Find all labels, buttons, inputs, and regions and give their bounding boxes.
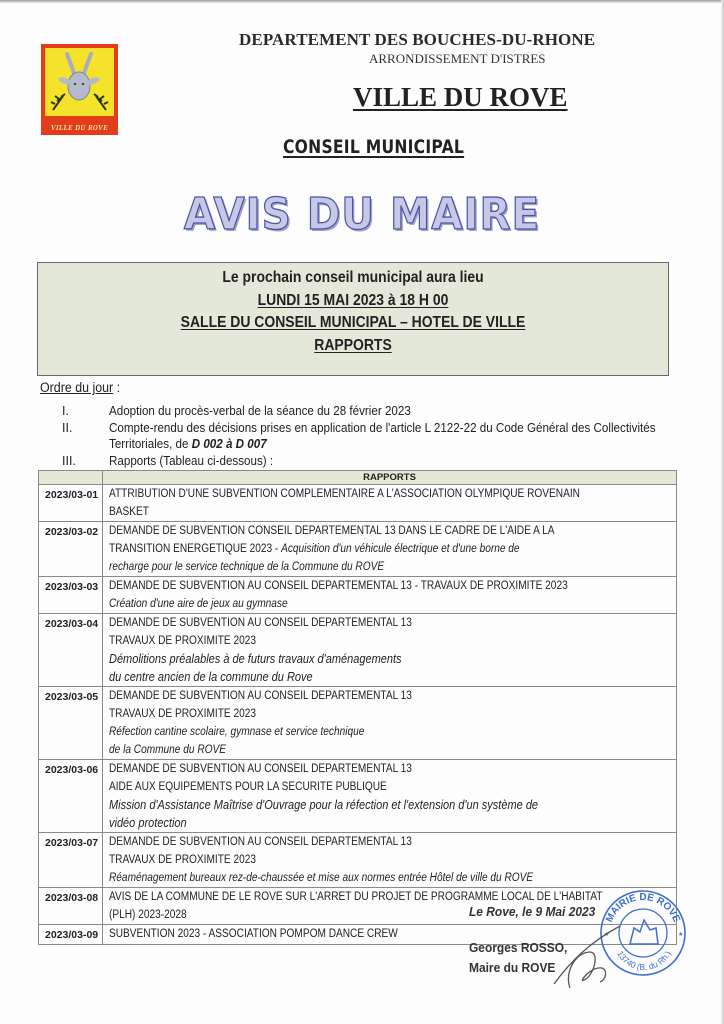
- scan-edge-top: [0, 0, 724, 3]
- table-header: RAPPORTS: [103, 471, 677, 485]
- mayor-name: Georges ROSSO,: [469, 940, 568, 955]
- table-row: 2023/03-05 DEMANDE DE SUBVENTION AU CONSEIL DEPARTEMENTAL 13 TRAVAUX DE PROXIMITE 2023 Réfection cantine scolaire, gymnase et service technique de la Commune du ROVE: [39, 687, 677, 760]
- agenda-item: I. Adoption du procès-verbal de la séance du 28 février 2023: [62, 404, 411, 418]
- document-title: AVIS DU MAIRE: [183, 189, 541, 240]
- table-row: 2023/03-06 DEMANDE DE SUBVENTION AU CONSEIL DEPARTEMENTAL 13 AIDE AUX EQUIPEMENTS POUR LA SECURITE PUBLIQUE Mission d'Assistance Maîtrise d'Ouvrage pour la réfection et l'extension d'un système de vidéo protection: [39, 760, 677, 833]
- agenda-item: II. Compte-rendu des décisions prises en application de l'article L 2122-22 du Code Général des Collectivités Territoriales, de D 002 à D 007: [62, 420, 656, 451]
- goat-emblem-icon: [45, 48, 114, 116]
- svg-text:13740 (B. du Rh.): 13740 (B. du Rh.): [615, 949, 673, 973]
- mayor-title: Maire du ROVE: [469, 960, 556, 975]
- table-row: 2023/03-02 DEMANDE DE SUBVENTION CONSEIL DEPARTEMENTAL 13 DANS LE CADRE DE L'AIDE A LA TRANSITION ENERGETIQUE 2023 - Acquisition d'un véhicule électrique et d'une borne de recharge pour le service technique de la Commune du ROVE: [39, 522, 677, 577]
- meeting-place: SALLE DU CONSEIL MUNICIPAL – HOTEL DE VILLE: [180, 314, 526, 331]
- table-row: 2023/03-07 DEMANDE DE SUBVENTION AU CONSEIL DEPARTEMENTAL 13 TRAVAUX DE PROXIMITE 2023 Réaménagement bureaux rez-de-chaussée et mise aux normes entrée Hôtel de ville du ROVE: [39, 833, 677, 888]
- department-heading: DEPARTEMENT DES BOUCHES-DU-RHONE: [239, 30, 596, 49]
- logo-caption: VILLE DU ROVE: [50, 124, 109, 132]
- table-row: 2023/03-03 DEMANDE DE SUBVENTION AU CONSEIL DEPARTEMENTAL 13 - TRAVAUX DE PROXIMITE 2023 Création d'une aire de jeux au gymnase: [39, 577, 677, 614]
- signature-date: Le Rove, le 9 Mai 2023: [469, 904, 596, 919]
- svg-text:★: ★: [678, 932, 684, 938]
- banner-intro: Le prochain conseil municipal aura lieu: [222, 269, 484, 286]
- banner-reports: RAPPORTS: [314, 336, 392, 354]
- mayor-signature-icon: [550, 922, 630, 992]
- city-heading: VILLE DU ROVE: [353, 82, 568, 112]
- svg-text:★: ★: [604, 932, 610, 938]
- agenda-list: [62, 403, 702, 469]
- agenda-item: III. Rapports (Tableau ci-dessous) :: [62, 453, 274, 468]
- table-row: 2023/03-09 SUBVENTION 2023 - ASSOCIATION POMPOM DANCE CREW: [39, 925, 677, 945]
- svg-text:MAIRIE DE ROVE: MAIRIE DE ROVE: [604, 891, 682, 925]
- arrondissement-heading: ARRONDISSEMENT D'ISTRES: [369, 51, 546, 66]
- city-logo: [41, 44, 118, 135]
- table-row: 2023/03-08 AVIS DE LA COMMUNE DE LE ROVE SUR L'ARRET DU PROJET DE PROGRAMME LOCAL DE L'HABITAT (PLH) 2023-2028: [39, 888, 677, 925]
- agenda-heading: Ordre du jour :: [40, 380, 121, 395]
- reports-table: [38, 470, 677, 945]
- meeting-banner: [37, 262, 669, 376]
- table-row: 2023/03-04 DEMANDE DE SUBVENTION AU CONSEIL DEPARTEMENTAL 13 TRAVAUX DE PROXIMITE 2023 Démolitions préalables à de futurs travaux d'aménagements du centre ancien de la commune du Rove: [39, 614, 677, 687]
- table-row: 2023/03-01 ATTRIBUTION D'UNE SUBVENTION COMPLEMENTAIRE A L'ASSOCIATION OLYMPIQUE ROVENAIN BASKET: [39, 485, 677, 522]
- meeting-date: LUNDI 15 MAI 2023 à 18 H 00: [257, 291, 449, 309]
- council-heading: CONSEIL MUNICIPAL: [283, 136, 465, 158]
